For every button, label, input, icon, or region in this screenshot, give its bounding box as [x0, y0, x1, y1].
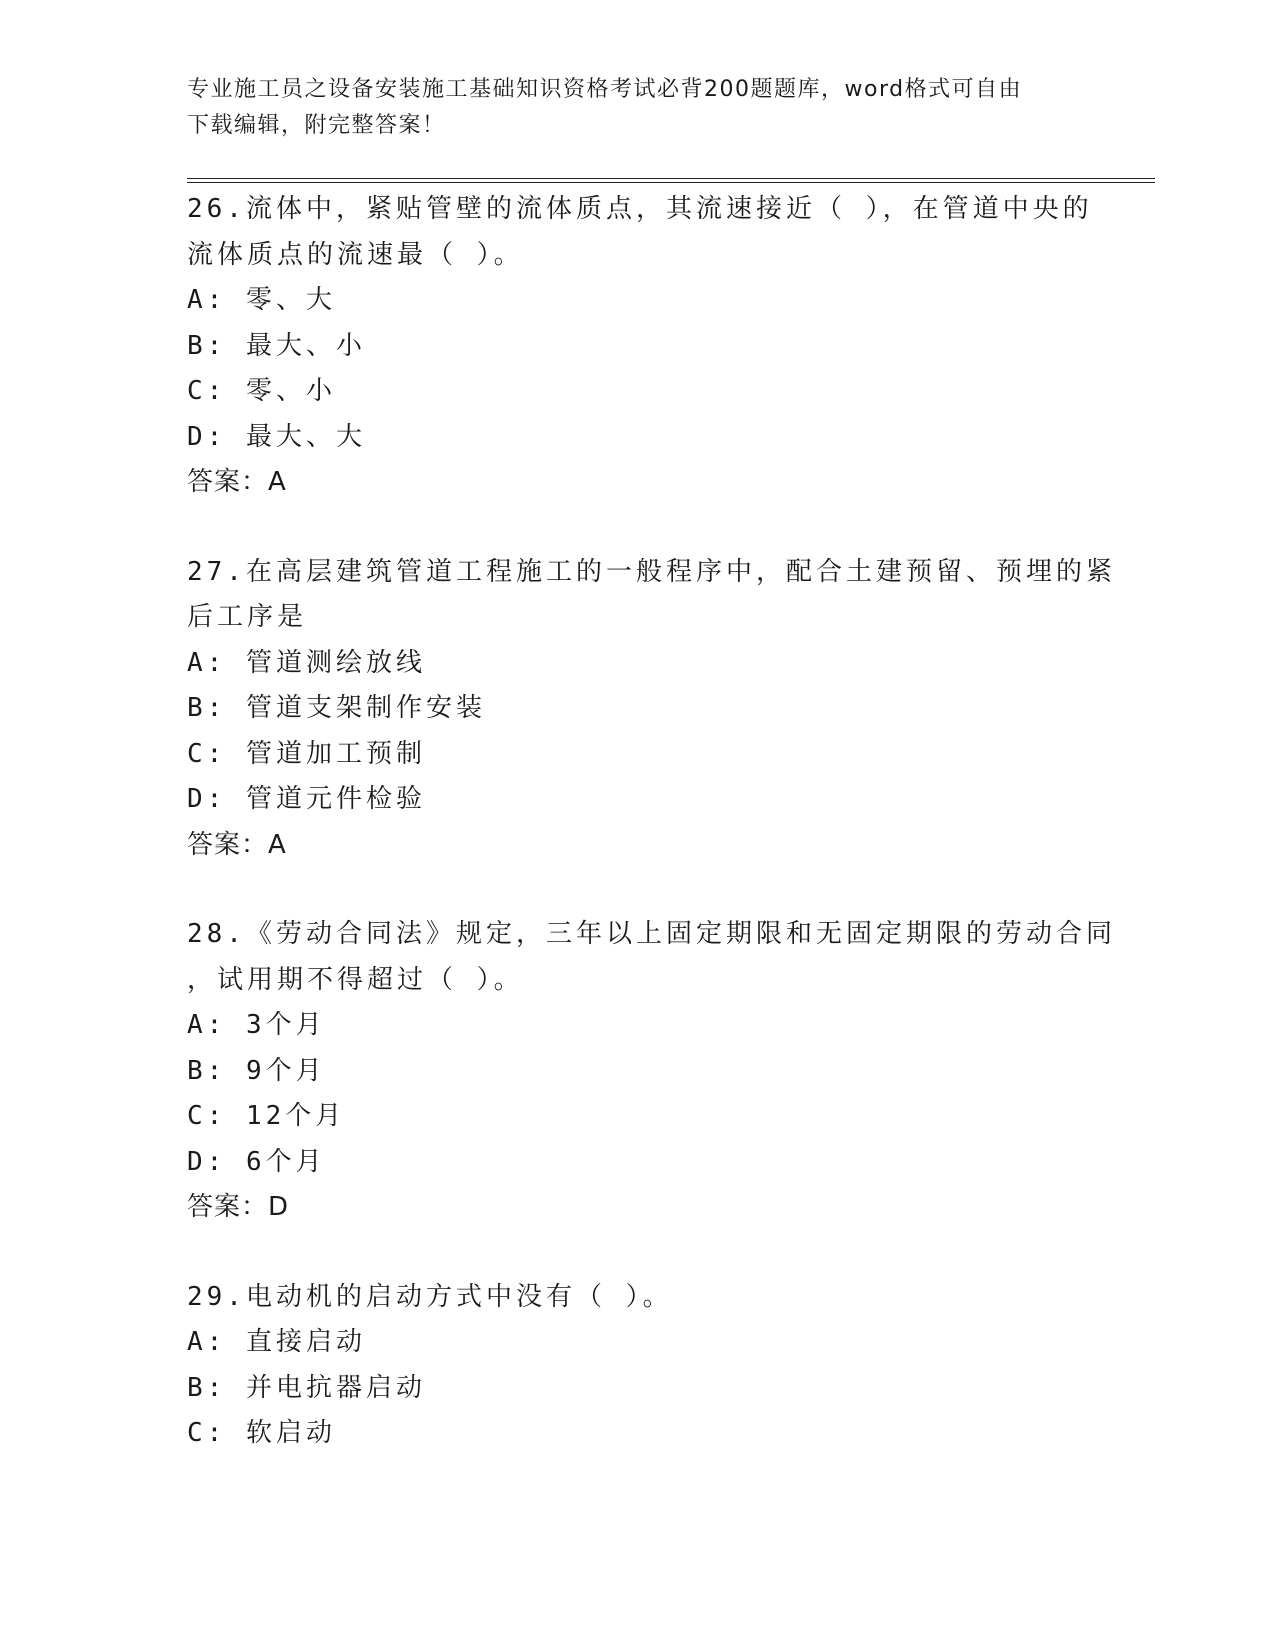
- question-27: [187, 550, 1116, 869]
- option-c: C: 12个月: [187, 1101, 346, 1131]
- answer-line: 答案：D: [187, 1192, 290, 1222]
- option-a: A: 3个月: [187, 1010, 326, 1040]
- header-divider: [187, 178, 1155, 183]
- answer-line: 答案：A: [187, 829, 287, 860]
- question-list: [187, 187, 1116, 1501]
- option-b: B: 9个月: [187, 1055, 326, 1086]
- option-d: D: 管道元件检验: [187, 784, 426, 814]
- option-b: B: 并电抗器启动: [187, 1372, 426, 1403]
- question-stem: 流体质点的流速最（ ）。: [187, 239, 524, 270]
- option-b: B: 最大、小: [187, 330, 366, 361]
- header-line-2: 下载编辑，附完整答案！: [187, 113, 446, 138]
- option-d: D: 6个月: [187, 1146, 326, 1177]
- option-a: A: 直接启动: [187, 1327, 366, 1357]
- document-header: [187, 72, 1067, 144]
- question-26: [187, 187, 1093, 506]
- question-stem: 后工序是: [187, 602, 308, 632]
- answer-line: 答案：A: [187, 467, 287, 497]
- question-stem: 29.电动机的启动方式中没有（ ）。: [187, 1281, 673, 1312]
- question-stem: 26.流体中，紧贴管壁的流体质点，其流速接近（ ），在管道中央的: [187, 194, 1093, 224]
- option-a: A: 管道测绘放线: [187, 647, 426, 678]
- option-a: A: 零、大: [187, 285, 336, 315]
- option-c: C: 零、小: [187, 376, 336, 406]
- option-b: B: 管道支架制作安装: [187, 693, 486, 723]
- option-c: C: 管道加工预制: [187, 738, 426, 769]
- question-29: [187, 1275, 1087, 1457]
- header-line-1: 专业施工员之设备安装施工基础知识资格考试必背200题题库，word格式可自由: [187, 77, 1023, 102]
- option-c: C: 软启动: [187, 1418, 336, 1448]
- option-d: D: 最大、大: [187, 421, 366, 452]
- question-stem: ，试用期不得超过（ ）。: [187, 964, 524, 995]
- question-stem: 27.在高层建筑管道工程施工的一般程序中，配合土建预留、预埋的紧: [187, 556, 1116, 587]
- question-28: [187, 912, 1116, 1231]
- question-stem: 28.《劳动合同法》规定，三年以上固定期限和无固定期限的劳动合同: [187, 919, 1116, 949]
